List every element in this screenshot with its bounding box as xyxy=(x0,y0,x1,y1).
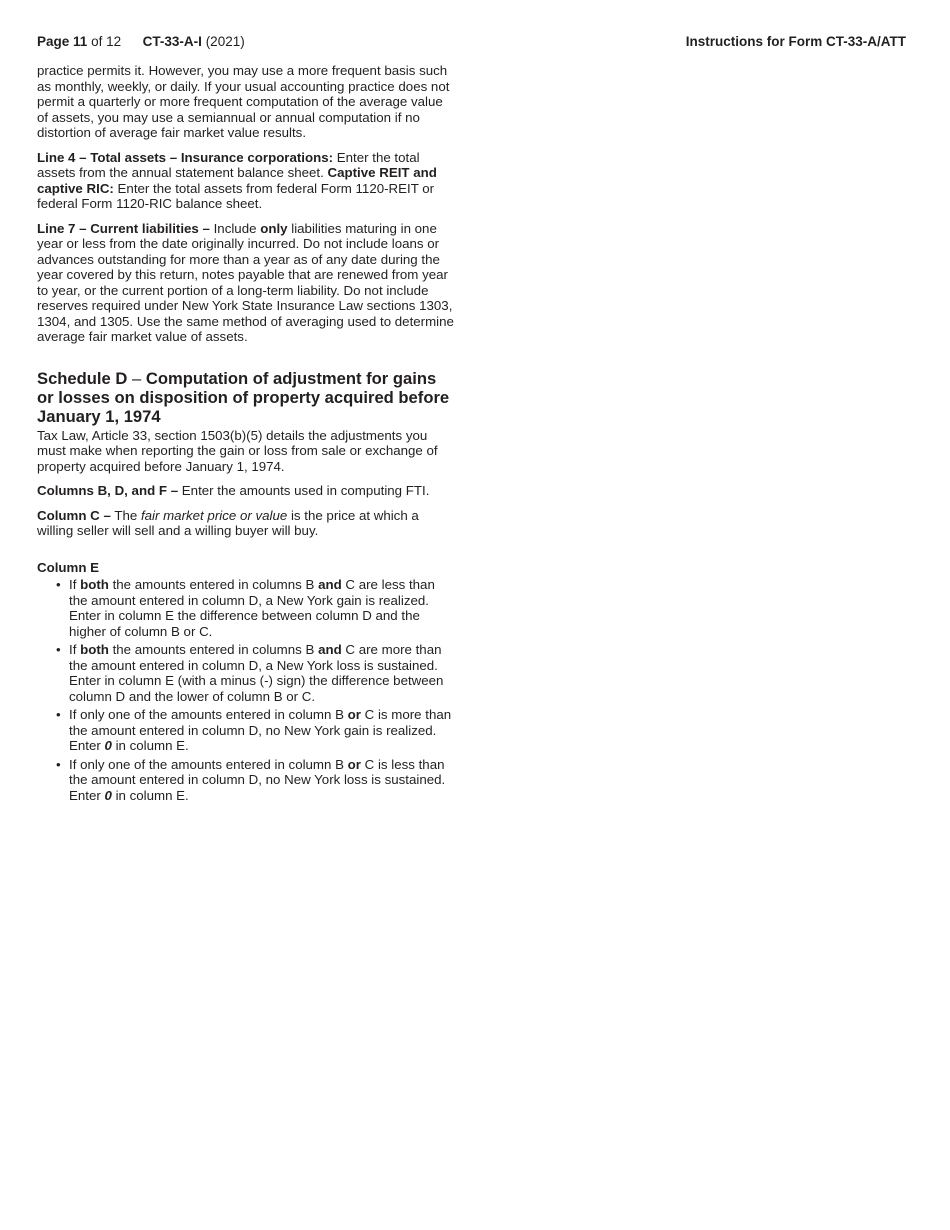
schedule-d-title xyxy=(37,369,457,426)
column-c-heading: Column C – xyxy=(37,507,111,523)
column-c-text1: The xyxy=(110,507,141,523)
column-c-text2: is the price at which a willing seller will sell and a willing buyer will buy. xyxy=(37,507,419,538)
column-e-bullet-list xyxy=(37,577,457,803)
list-item xyxy=(56,642,457,704)
bullet-text: C are less than the amount entered in column D, a New York gain is realized. Enter in column E the difference between column D and the higher of column B or C. xyxy=(69,577,435,639)
bullet-bold: and xyxy=(318,577,342,592)
line4-text1: Enter the total assets from the annual statement balance sheet. xyxy=(37,149,420,180)
columns-bdf-text: Enter the amounts used in computing FTI. xyxy=(178,483,430,498)
line7-paragraph xyxy=(37,221,457,345)
page-header-title: Instructions for Form CT-33-A/ATT xyxy=(685,34,906,49)
line4-text2: Enter the total assets from federal Form 1120-REIT or federal Form 1120-RIC balance sheet. xyxy=(37,180,435,211)
bullet-icon: • xyxy=(56,707,61,722)
columns-bdf-heading: Columns B, D, and F – xyxy=(37,483,179,498)
column-e-heading: Column E xyxy=(37,559,100,575)
schedule-d-title-dash: – xyxy=(131,368,142,388)
text-column xyxy=(37,63,457,806)
bullet-icon: • xyxy=(56,642,61,657)
page-label: Page xyxy=(37,34,70,49)
bullet-bold-italic: 0 xyxy=(104,738,112,753)
bullet-text: the amounts entered in columns B xyxy=(108,577,319,592)
bullet-text: in column E. xyxy=(111,787,189,803)
column-c-paragraph xyxy=(37,508,457,539)
line4-heading2: Captive REIT and captive RIC: xyxy=(37,165,437,196)
bullet-text: If xyxy=(69,642,81,657)
bullet-bold: both xyxy=(80,577,109,592)
bullet-text: C are more than the amount entered in column D, a New York loss is sustained. Enter in column E (with a minus (-) sign) the difference between column D and the lower of column B or C. xyxy=(69,642,444,704)
columns-bdf-paragraph xyxy=(37,483,457,499)
schedule-d-title-part2: Computation of adjustment for gains or losses on disposition of property acquired before January 1, 1974 xyxy=(37,368,450,426)
line7-heading: Line 7 – Current liabilities – xyxy=(37,220,210,236)
form-year: (2021) xyxy=(205,34,245,49)
column-c-italic: fair market price or value xyxy=(140,507,288,523)
line7-text1: Include xyxy=(209,220,261,236)
bullet-bold: and xyxy=(318,642,342,657)
bullet-text: C is more than the amount entered in column D, no New York gain is realized. Enter xyxy=(69,707,452,753)
bullet-icon: • xyxy=(56,577,61,592)
page-header-left xyxy=(37,34,245,50)
bullet-bold-italic: 0 xyxy=(104,787,112,803)
bullet-text: If only one of the amounts entered in column B xyxy=(69,756,348,772)
line7-emphasis: only xyxy=(260,220,288,236)
line4-paragraph xyxy=(37,150,457,212)
bullet-bold: both xyxy=(80,642,109,657)
line4-heading: Line 4 – Total assets – Insurance corporations: xyxy=(37,149,334,165)
page-number: 11 xyxy=(73,34,88,49)
page-of: of 12 xyxy=(91,34,122,49)
bullet-text: the amounts entered in columns B xyxy=(108,642,319,657)
bullet-text: If xyxy=(69,577,81,592)
bullet-text: in column E. xyxy=(111,738,189,753)
line7-text2: liabilities maturing in one year or less from the date originally incurred. Do not include loans or advances outstanding for more than a year as of any date during the year covered by this return, notes payable that are renewed from year to year, or the current portion of a long-term liability. Do not include reserves required under New York State Insurance Law sections 1303, 1304, and 1305. Use the same method of averaging used to determine average fair market value of assets. xyxy=(37,220,454,344)
intro-paragraph: practice permits it. However, you may use a more frequent basis such as monthly, weekly, or daily. If your usual accounting practice does not permit a quarterly or more frequent computation of the average value of assets, you may use a semiannual or annual computation if no distortion of average fair market value results. xyxy=(37,63,450,140)
list-item xyxy=(56,756,457,804)
list-item xyxy=(56,707,457,754)
list-item xyxy=(56,577,457,639)
bullet-bold: or xyxy=(347,756,361,772)
schedule-d-intro: Tax Law, Article 33, section 1503(b)(5) details the adjustments you must make when reporting the gain or loss from sale or exchange of property acquired before January 1, 1974. xyxy=(37,427,438,474)
bullet-text: C is less than the amount entered in column D, no New York loss is sustained. Enter xyxy=(69,756,446,803)
schedule-d-title-part1: Schedule D xyxy=(37,368,132,388)
form-code: CT-33-A-I xyxy=(142,34,202,49)
bullet-bold: or xyxy=(347,707,361,722)
bullet-text: If only one of the amounts entered in column B xyxy=(69,707,348,722)
bullet-icon: • xyxy=(56,756,61,772)
